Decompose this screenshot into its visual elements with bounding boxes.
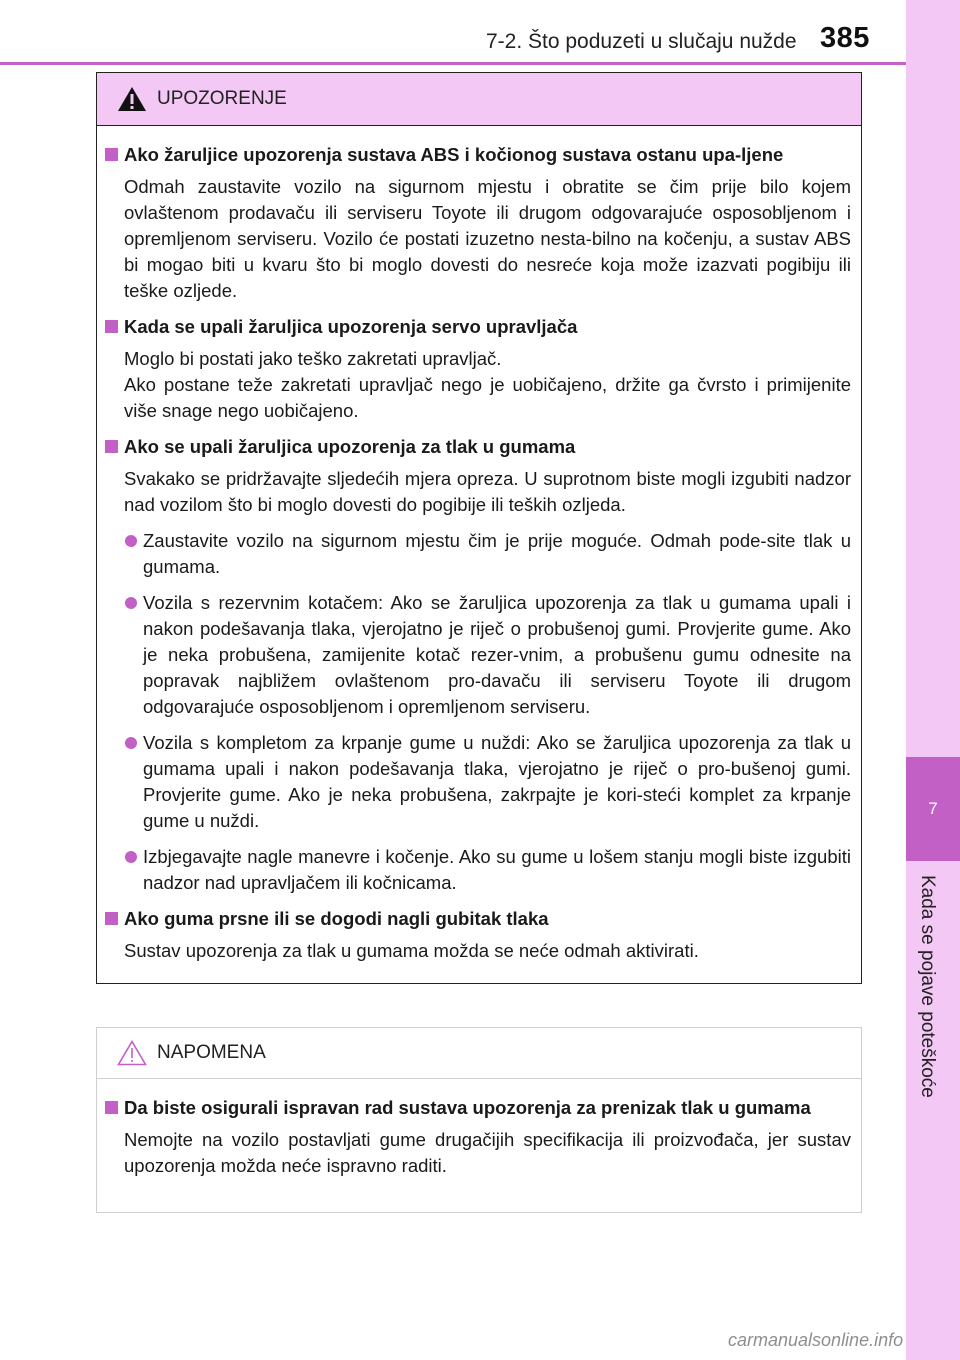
round-bullet-icon — [125, 597, 137, 609]
round-bullet-icon — [125, 737, 137, 749]
warning-body — [97, 126, 861, 964]
section-title: 7-2. Što poduzeti u slučaju nužde — [486, 30, 797, 53]
chapter-number-tab: 7 — [906, 757, 960, 861]
paragraph: Sustav upozorenja za tlak u gumama možda se neće odmah aktivirati. — [124, 940, 699, 961]
watermark: carmanualsonline.info — [728, 1330, 904, 1350]
page-number: 385 — [820, 22, 870, 54]
square-bullet-icon — [105, 1101, 118, 1114]
notice-box — [96, 1027, 862, 1213]
section-heading: Da biste osigurali ispravan rad sustava upozorenja za prenizak tlak u gumama — [105, 1095, 851, 1121]
warning-header — [97, 73, 861, 126]
section-heading: Kada se upali žaruljica upozorenja servo upravljača — [105, 314, 851, 340]
warning-box — [96, 72, 862, 984]
warning-title: UPOZORENJE — [157, 88, 287, 109]
round-bullet-icon — [125, 535, 137, 547]
chapter-side-tab — [906, 0, 960, 1360]
list-item: Vozila s kompletom za krpanje gume u nuždi: Ako se žaruljica upozorenja za tlak u gumama upali i nakon podešavanja tlaka, vjerojatno je riječ o pro-bušenoj gumi. Provjerite gume. Ako je neka probušena, zakrpajte je kori-steći komplet za krpanje gume u nuždi. — [105, 730, 851, 834]
list-item: Izbjegavajte nagle manevre i kočenje. Ako su gume u lošem stanju mogli biste izgubiti nadzor nad upravljačem ili kočnicama. — [105, 844, 851, 896]
round-bullet-icon — [125, 851, 137, 863]
square-bullet-icon — [105, 320, 118, 333]
square-bullet-icon — [105, 912, 118, 925]
warning-triangle-icon — [117, 86, 147, 112]
paragraph: Nemojte na vozilo postavljati gume drugačijih specifikacija ili proizvođača, jer sustav upozorenja možda neće ispravno raditi. — [124, 1129, 851, 1176]
section-heading: Ako žaruljice upozorenja sustava ABS i kočionog sustava ostanu upa-ljene — [105, 142, 851, 168]
paragraph: Moglo bi postati jako teško zakretati upravljač. Ako postane teže zakretati upravljač nego je uobičajeno, držite ga čvrsto i primijenite više snage nego uobičajeno. — [124, 348, 851, 421]
chapter-label: Kada se pojave poteškoće — [917, 875, 938, 1098]
paragraph: Svakako se pridržavajte sljedećih mjera opreza. U suprotnom biste mogli izgubiti nadzor nad vozilom što bi moglo dovesti do pogibije ili teških ozljeda. — [124, 468, 851, 515]
list-item: Zaustavite vozilo na sigurnom mjestu čim je prije moguće. Odmah pode-site tlak u gumama. — [105, 528, 851, 580]
paragraph: Odmah zaustavite vozilo na sigurnom mjestu i obratite se čim prije bilo kojem ovlaštenom prodavaču ili serviseru Toyote ili drugom odgovarajuće osposobljenom i opremljenom serviseru. Vozilo će postati izuzetno nesta-bilno na kočenju, a sustav ABS bi mogao biti u kvaru što bi moglo dovesti do nesreće koja može izazvati pogibiju ili teške ozljede. — [124, 176, 851, 301]
caution-triangle-outline-icon — [117, 1040, 147, 1066]
section-heading: Ako se upali žaruljica upozorenja za tlak u gumama — [105, 434, 851, 460]
square-bullet-icon — [105, 440, 118, 453]
notice-header — [97, 1028, 861, 1079]
notice-body — [97, 1079, 861, 1179]
notice-title: NAPOMENA — [157, 1042, 266, 1063]
square-bullet-icon — [105, 148, 118, 161]
header-divider — [0, 62, 906, 65]
section-heading: Ako guma prsne ili se dogodi nagli gubitak tlaka — [105, 906, 851, 932]
list-item: Vozila s rezervnim kotačem: Ako se žaruljica upozorenja za tlak u gumama upali i nakon podešavanja tlaka, vjerojatno je riječ o probušenoj gumi. Provjerite gume. Ako je neka probušena, zamijenite kotač rezer-vnim, a probušenu gumu odnesite na popravak najbližem ovlaštenom pro-davaču ili serviseru Toyote ili drugom odgovarajuće osposobljenom i opremljenom serviseru. — [105, 590, 851, 720]
